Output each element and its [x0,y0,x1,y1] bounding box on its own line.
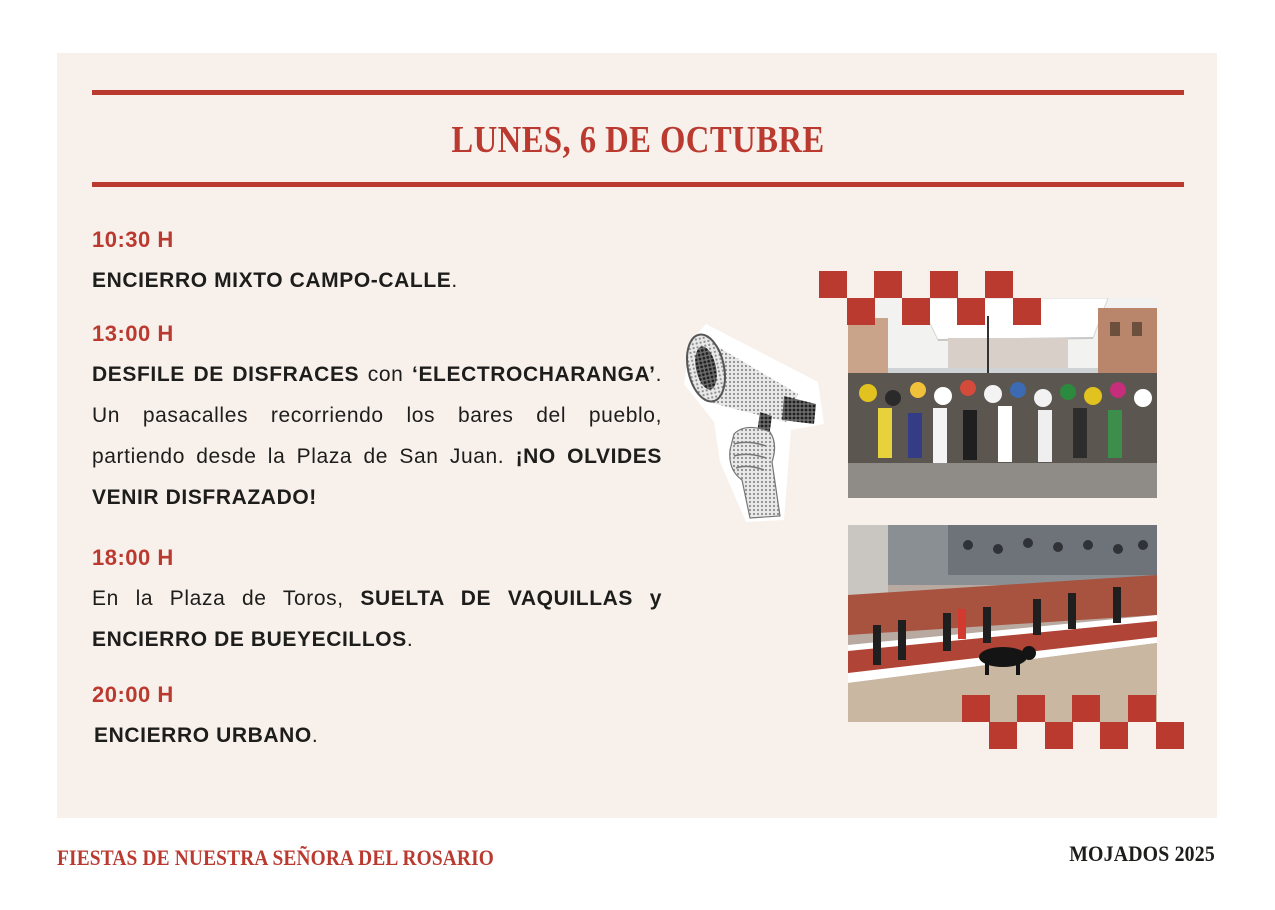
checker-square [1156,722,1184,749]
event-text-bold: ‘ELECTROCHARANGA’ [412,363,656,386]
checker-square [1072,695,1100,722]
checker-square [902,298,930,325]
schedule-event [92,544,662,660]
event-text-bold: ENCIERRO MIXTO CAMPO-CALLE [92,269,452,292]
checker-square [957,298,985,325]
checker-square [985,271,1013,298]
schedule-event [92,320,662,518]
checker-square [930,271,958,298]
event-description [92,578,662,660]
event-text: . [406,628,414,651]
event-text-bold: DESFILE DE DISFRACES [92,363,360,386]
event-text: En la Plaza de Toros, [92,587,361,610]
checker-square [989,722,1017,749]
event-text-bold: ¡NO OLVIDES VENIR DISFRAZADO! [92,445,662,509]
event-description [92,354,662,518]
schedule-event [92,226,662,301]
bullring-photo [848,525,1157,722]
event-text: . [451,269,458,292]
checker-square [1045,722,1073,749]
page-title: LUNES, 6 DE OCTUBRE [451,119,825,161]
event-description [94,715,662,756]
event-text: . Un pasacalles recorriendo los bares del pueblo, partiendo desde la Plaza de San Juan. [92,363,662,468]
checker-square [1128,695,1156,722]
checker-square [819,271,847,298]
checker-square [1017,695,1045,722]
footer-event-name: FIESTAS DE NUESTRA SEÑORA DEL ROSARIO [57,845,495,870]
checker-square [874,271,902,298]
footer-town-year: MOJADOS 2025 [1069,841,1215,866]
festival-crowd-photo [848,298,1157,498]
event-text-bold: SUELTA DE VAQUILLAS y ENCIERRO DE BUEYECILLOS [92,587,662,651]
event-text: . [311,724,319,747]
title-rule-bottom [92,182,1184,187]
event-description [92,260,662,301]
title-rule-top [92,90,1184,95]
event-text: con [359,363,413,386]
checker-square [962,695,990,722]
event-time: 20:00 H [92,682,174,707]
checker-square [1013,298,1041,325]
event-time: 13:00 H [92,321,174,346]
event-time: 10:30 H [92,227,174,252]
event-time: 18:00 H [92,545,174,570]
megaphone-illustration [676,312,826,527]
checker-square [847,298,875,325]
event-text-bold: ENCIERRO URBANO [94,724,312,747]
schedule-event [92,681,662,756]
checker-square [1100,722,1128,749]
